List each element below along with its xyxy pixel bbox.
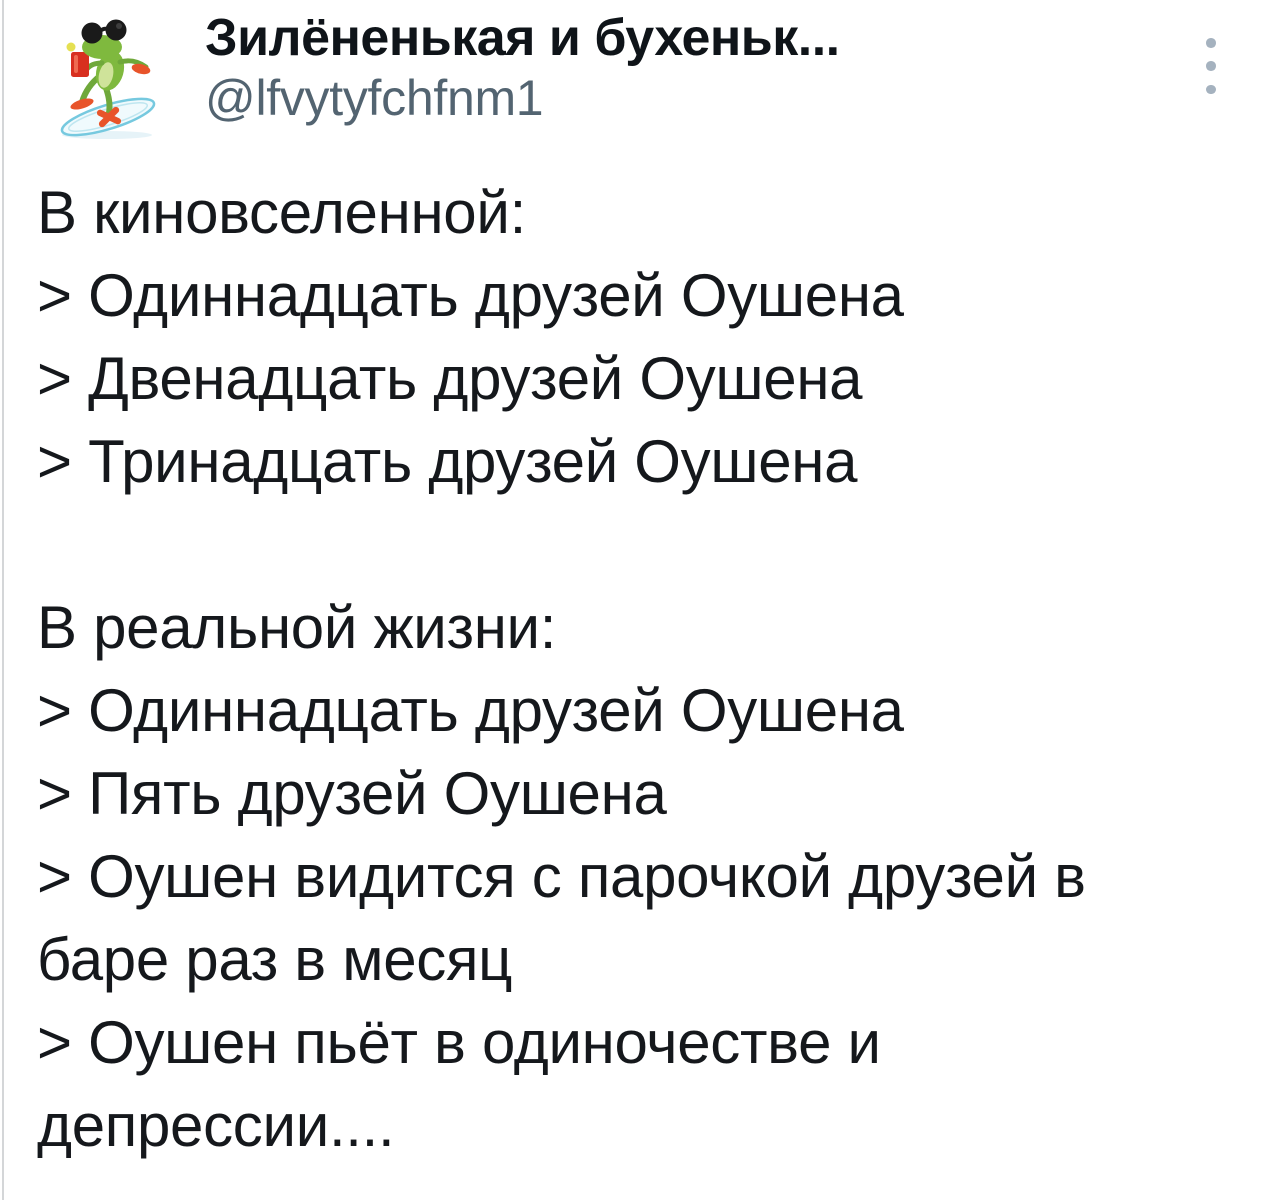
tweet-text-line: > Оушен пьёт в одиночестве и	[37, 1009, 881, 1076]
tweet-text-line: баре раз в месяц	[37, 926, 513, 993]
tweet-text-line: > Пять друзей Оушена	[37, 760, 667, 827]
more-options-button[interactable]	[1200, 38, 1222, 94]
left-edge-divider	[2, 0, 4, 1200]
tweet-text-line: > Одиннадцать друзей Оушена	[37, 677, 904, 744]
author-handle[interactable]: @lfvytyfchfnm1	[205, 70, 544, 126]
tweet-text-line	[37, 503, 1237, 586]
tweet-text-line: > Тринадцать друзей Оушена	[37, 428, 858, 495]
tweet-text-line: > Оушен видится с парочкой друзей в	[37, 843, 1086, 910]
tweet-text-line: В реальной жизни:	[37, 594, 557, 661]
tweet-text[interactable]	[37, 171, 1237, 1167]
author-block	[205, 8, 840, 126]
author-display-name[interactable]: Зилёненькая и бухеньк...	[205, 9, 840, 67]
frog-surfer-avatar-image	[57, 5, 202, 150]
tweet-text-line: > Одиннадцать друзей Оушена	[37, 262, 904, 329]
tweet-text-line: депрессии....	[37, 1092, 395, 1159]
avatar[interactable]	[57, 5, 202, 150]
tweet-text-line: В киновселенной:	[37, 179, 526, 246]
tweet-text-line: > Двенадцать друзей Оушена	[37, 345, 863, 412]
